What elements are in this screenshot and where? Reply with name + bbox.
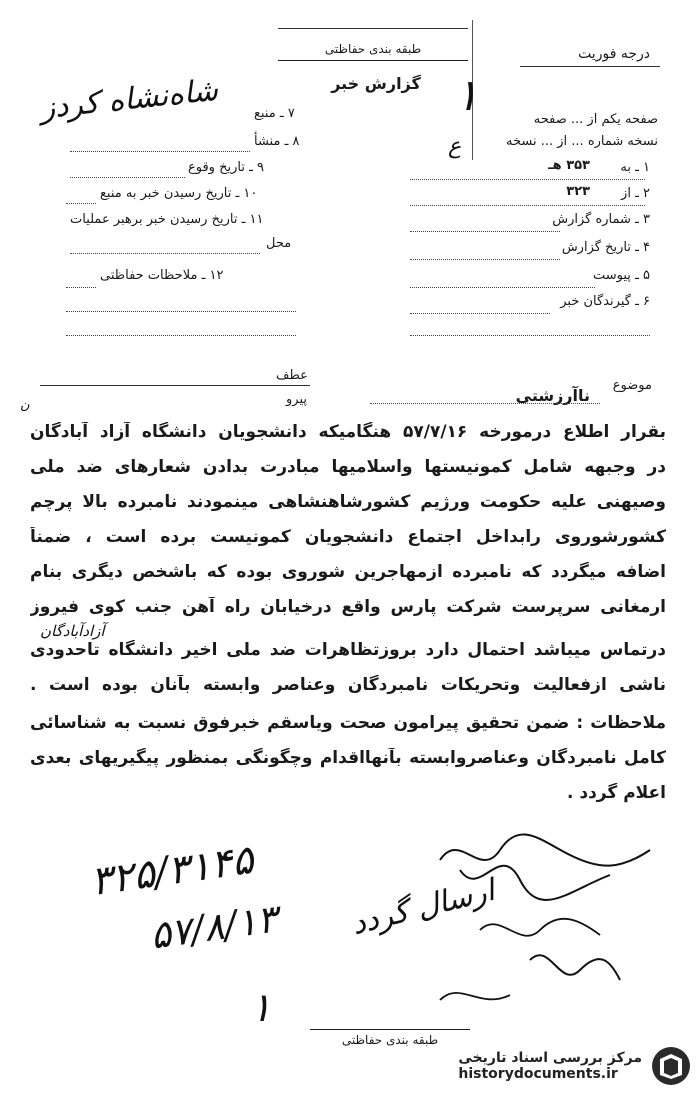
handwritten-note: ارسال گردد bbox=[347, 872, 499, 943]
field-attachment-dots bbox=[410, 286, 595, 288]
field-origin-dots bbox=[70, 150, 250, 152]
classification-footer: طبقه بندی حفاظتی bbox=[310, 1029, 470, 1047]
field-attachment: ۵ ـ پیوست bbox=[593, 268, 650, 283]
pirou-label: پیرو bbox=[286, 392, 307, 407]
classification-header: طبقه بندی حفاظتی bbox=[278, 42, 468, 61]
field-source: ۷ ـ منبع bbox=[254, 106, 295, 121]
handwritten-copy-mark: ع bbox=[448, 134, 462, 159]
field-recipients-dots bbox=[410, 312, 550, 314]
field-to-label: ۱ ـ به bbox=[620, 160, 650, 175]
field-recipients: ۶ ـ گیرندگان خبر bbox=[560, 294, 650, 309]
handwritten-reference-number: ۳۲۵/۳۱۴۵ bbox=[87, 836, 257, 906]
report-title: گزارش خبر bbox=[331, 74, 421, 93]
field-report-number-dots bbox=[410, 230, 560, 232]
watermark-url: historydocuments.ir bbox=[458, 1066, 618, 1082]
field-source-arrival-dots bbox=[66, 202, 96, 204]
field-location-dots bbox=[70, 252, 260, 254]
field-security-notes: ۱۲ ـ ملاحظات حفاظتی bbox=[100, 268, 224, 283]
field-report-date-dots bbox=[410, 258, 560, 260]
handwritten-signatures bbox=[420, 820, 680, 1020]
remarks-line-2: کامل نامبردگان وعناصروابسته بآنهااقدام وچگونگی بمنظور پیگیریهای بعدی bbox=[30, 748, 666, 768]
field-extra-dots-2 bbox=[66, 310, 296, 312]
remarks-line-3: اعلام گردد . bbox=[566, 783, 666, 803]
body-line-2: در وجبهه شامل کمونیستها واسلامیها مبادرت بدادن شعارهای ضد ملی bbox=[30, 457, 666, 477]
subject-label: موضوع bbox=[612, 378, 652, 393]
field-event-date: ۹ ـ تاریخ وقوع bbox=[188, 160, 265, 175]
field-security-notes-dots bbox=[66, 286, 96, 288]
field-event-date-dots bbox=[70, 176, 185, 178]
handwritten-page-mark: ۱ bbox=[455, 70, 479, 121]
urgency-underline bbox=[520, 66, 660, 67]
field-to-value: ۳۵۳ هـ bbox=[548, 158, 590, 173]
body-line-4: کشورشوروی رابداخل اجتماع دانشجویان کمونیست برده است ، ضمناً bbox=[30, 527, 666, 547]
subject-value: ناآرزشتی bbox=[515, 386, 590, 405]
field-location: محل bbox=[266, 236, 292, 251]
watermark-org-name: مرکز بررسی اسناد تاریخی bbox=[458, 1050, 642, 1066]
field-page-of: صفحه یکم از ... صفحه bbox=[533, 112, 658, 127]
body-insert-top: ن bbox=[20, 398, 30, 413]
body-line-5: اضافه میگردد که نامبرده ازمهاجرین شوروی بوده که باشخص دیگری بنام bbox=[30, 562, 666, 582]
field-origin: ۸ ـ منشأ bbox=[254, 134, 300, 149]
body-line-7: درتماس میباشد احتمال دارد بروزتظاهرات ضد ملی اخیر دانشگاه تاحدودی bbox=[30, 640, 666, 660]
handwritten-top-signature: شاه‌نشاه کردز bbox=[38, 72, 220, 127]
body-line-3: وصیهنی علیه حکومت ورژیم کشورشاهنشاهی مینمودند نامبرده بالا پرچم bbox=[30, 492, 666, 512]
atf-line bbox=[40, 385, 310, 386]
field-from-value: ۳۲۳ bbox=[566, 184, 590, 199]
archive-logo-icon bbox=[650, 1045, 692, 1087]
field-leader-arrival-date: ۱۱ ـ تاریخ رسیدن خبر برهبر عملیات bbox=[70, 212, 264, 227]
field-report-date: ۴ ـ تاریخ گزارش bbox=[561, 240, 650, 255]
field-report-number: ۳ ـ شماره گزارش bbox=[552, 212, 650, 227]
field-extra-dots-1 bbox=[410, 334, 650, 336]
watermark bbox=[458, 1045, 692, 1087]
atf-label: عطف bbox=[276, 368, 308, 383]
field-copy-number: نسخه شماره ... از ... نسخه bbox=[506, 134, 658, 149]
body-handwritten-insert: آزادآبادگان bbox=[40, 622, 105, 640]
body-line-6: ارمغانی سرپرست شرکت پارس واقع درخیابان راه آهن جنب کوی فیروز bbox=[30, 597, 666, 617]
handwritten-date: ۵۷/۸/۱۳ bbox=[147, 896, 281, 958]
header-topline bbox=[278, 28, 468, 29]
body-line-8: ناشی ازفعالیت وتحریکات نامبردگان وعناصر وابسته بآنان بوده است . bbox=[30, 675, 666, 695]
field-extra-dots-3 bbox=[66, 334, 296, 336]
subject-dots bbox=[370, 402, 600, 404]
handwritten-footer-number: ۱ bbox=[250, 985, 272, 1031]
field-source-arrival-date: ۱۰ ـ تاریخ رسیدن خبر به منبع bbox=[100, 186, 258, 201]
body-line-1: بقرار اطلاع درمورخه ۵۷/۷/۱۶ هنگامیکه دانشجویان دانشگاه آزاد آبادگان bbox=[30, 422, 666, 442]
remarks-line-1: ملاحظات : ضمن تحقیق پیرامون صحت ویاسقم خبرفوق نسبت به شناسائی bbox=[30, 713, 666, 733]
field-from-label: ۲ ـ از bbox=[621, 186, 650, 201]
urgency-grade-label: درجه فوریت bbox=[578, 46, 650, 62]
field-from-dots bbox=[410, 204, 645, 206]
field-to-dots bbox=[410, 178, 645, 180]
